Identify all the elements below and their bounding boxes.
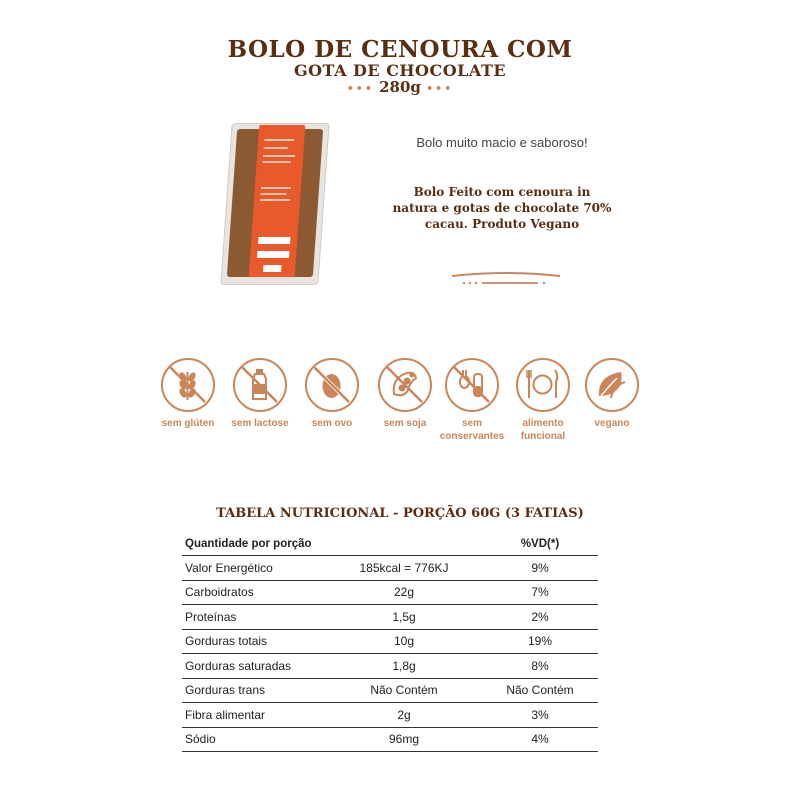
wheat-crossed-icon [161,358,215,412]
product-photo [226,123,322,283]
table-row [182,605,598,630]
egg-crossed-icon [305,358,359,412]
header-vd: %VD(*) [482,533,598,556]
nutrition-table [182,533,598,752]
badge-label: sem conservantes [439,418,505,442]
product-weight [0,78,800,96]
row-vd: 8% [482,654,598,679]
row-label: Carboidratos [182,580,326,605]
badge-vegan [573,358,651,430]
badge-label: vegano [594,418,630,429]
table-row [182,629,598,654]
soy-crossed-icon [378,358,432,412]
row-vd: 19% [482,629,598,654]
leaf-icon [585,358,639,412]
row-vd: 2% [482,605,598,630]
badge-label: sem soja [383,418,427,429]
row-amount: 10g [326,629,482,654]
badge-label: sem lactose [231,418,289,429]
badge-functional-food [504,358,582,443]
row-amount: 96mg [326,727,482,752]
badge-egg-free [293,358,371,430]
milk-bottle-crossed-icon [233,358,287,412]
product-title-line1: BOLO DE CENOURA COM [227,36,573,63]
decor-dots-right: ••• [426,82,454,95]
row-vd: 7% [482,580,598,605]
row-vd: 4% [482,727,598,752]
table-row [182,556,598,581]
row-label: Gorduras totais [182,629,326,654]
badge-gluten-free [149,358,227,430]
badge-preservative-free [433,358,511,443]
row-label: Valor Energético [182,556,326,581]
row-amount: 185kcal = 776KJ [326,556,482,581]
row-amount: 22g [326,580,482,605]
table-header-row [182,533,598,556]
row-vd: 9% [482,556,598,581]
table-row [182,703,598,728]
row-amount: 1,5g [326,605,482,630]
table-row [182,580,598,605]
row-amount: Não Contém [326,678,482,703]
row-label: Gorduras trans [182,678,326,703]
header-amount [326,533,482,556]
product-title-line2: GOTA DE CHOCOLATE [293,61,507,80]
table-row [182,678,598,703]
row-amount: 2g [326,703,482,728]
badge-lactose-free [221,358,299,430]
weight-text: 280g [379,78,421,96]
row-label: Fibra alimentar [182,703,326,728]
table-row [182,654,598,679]
preservative-crossed-icon [445,358,499,412]
badge-label: alimento funcional [520,418,566,442]
row-label: Gorduras saturadas [182,654,326,679]
row-label: Proteínas [182,605,326,630]
badge-label: sem glúten [161,418,215,429]
nutrition-title: TABELA NUTRICIONAL - PORÇÃO 60G (3 FATIAS) [216,506,584,521]
row-vd: 3% [482,703,598,728]
row-vd: Não Contém [482,678,598,703]
decor-dots-left: ••• [346,82,374,95]
cutlery-icon [516,358,570,412]
decor-divider [450,270,562,290]
product-description: Bolo Feito com cenoura in natura e gotas de chocolate 70% cacau. Produto Vegano [392,185,612,231]
tagline: Bolo muito macio e saboroso! [416,135,588,150]
table-row [182,727,598,752]
row-label: Sódio [182,727,326,752]
row-amount: 1,8g [326,654,482,679]
header-label: Quantidade por porção [182,533,326,556]
badge-label: sem ovo [311,418,353,429]
